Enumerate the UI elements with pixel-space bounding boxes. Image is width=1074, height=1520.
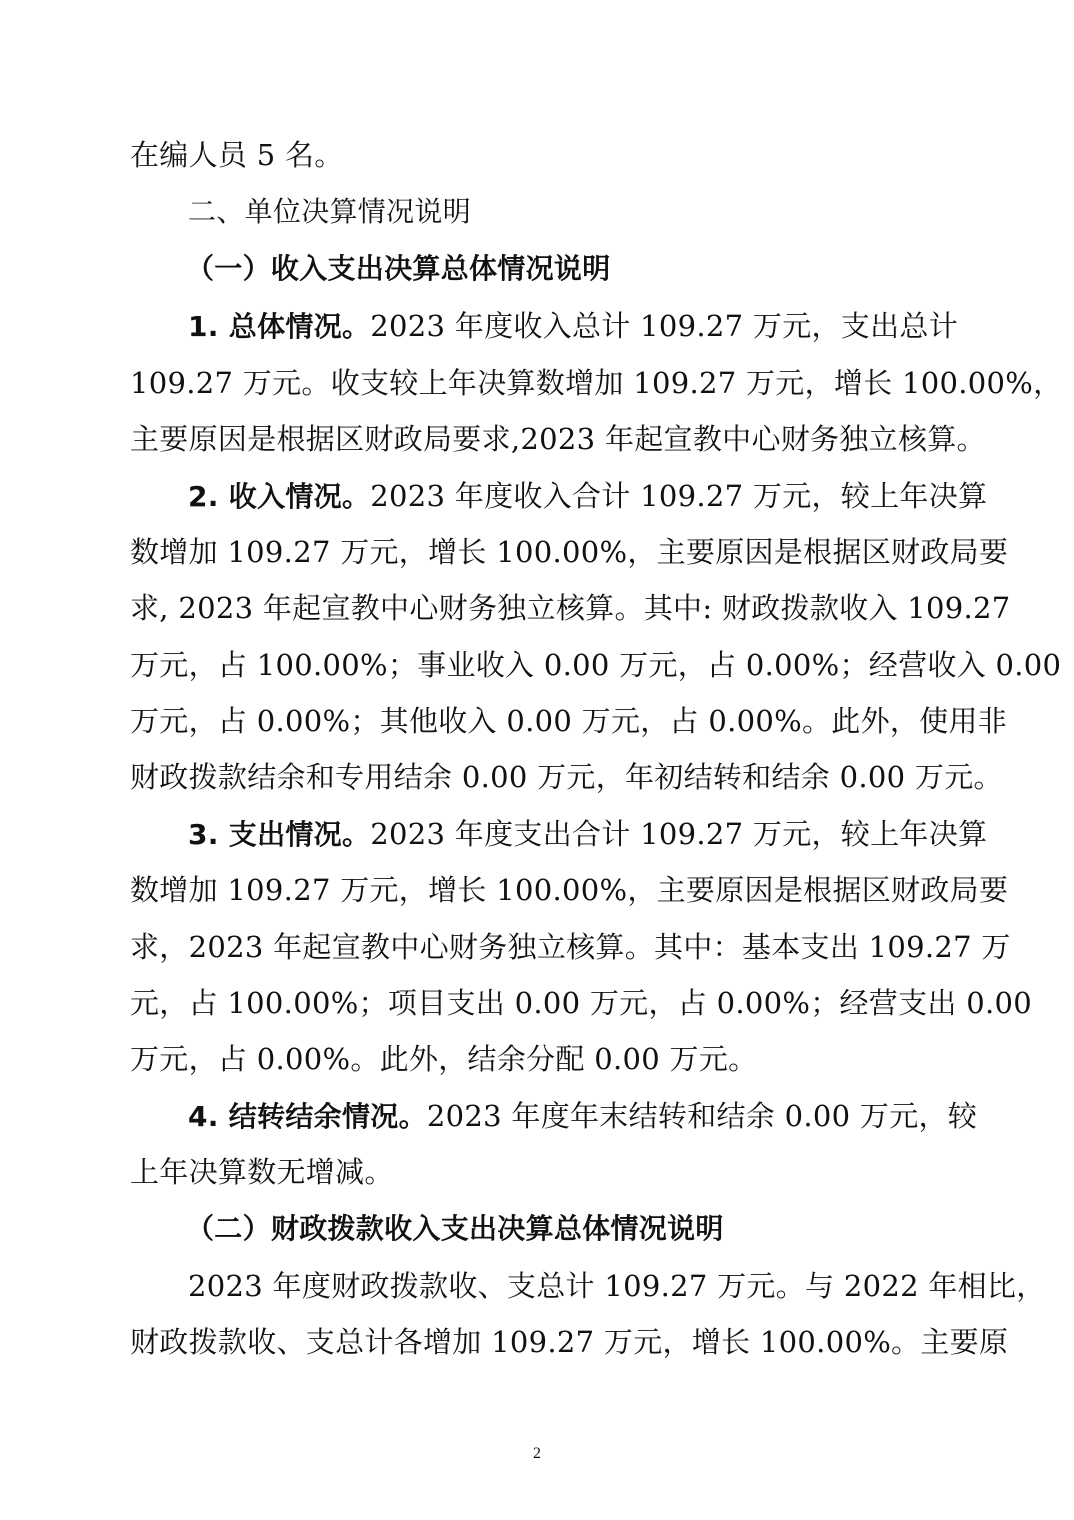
overall-lead: 1. 总体情况。 (188, 310, 371, 343)
carryover-lead: 4. 结转结余情况。 (188, 1100, 427, 1133)
paragraph-income-line-2: 数增加 109.27 万元，增长 100.00%，主要原因是根据区财政局要 (130, 535, 1009, 569)
paragraph-overall-line-1 (188, 306, 959, 346)
paragraph-carryover-line-1 (188, 1096, 978, 1136)
paragraph-expense-line-3: 求，2023 年起宣教中心财务独立核算。其中：基本支出 109.27 万 (130, 930, 1011, 964)
income-lead: 2. 收入情况。 (188, 480, 371, 513)
paragraph-income-line-3: 求, 2023 年起宣教中心财务独立核算。其中: 财政拨款收入 109.27 (130, 591, 1011, 625)
paragraph-income-line-4: 万元，占 100.00%；事业收入 0.00 万元，占 0.00%；经营收入 0.00 (130, 648, 1062, 682)
paragraph-overall-line-2: 109.27 万元。收支较上年决算数增加 109.27 万元，增长 100.00%， (130, 366, 1063, 400)
section-heading: 二、单位决算情况说明 (188, 195, 472, 228)
paragraph-overall-line-3: 主要原因是根据区财政局要求,2023 年起宣教中心财务独立核算。 (130, 422, 986, 456)
paragraph-expense-line-2: 数增加 109.27 万元，增长 100.00%，主要原因是根据区财政局要 (130, 873, 1009, 907)
subsection-heading-1: （一）收入支出决算总体情况说明 (186, 252, 611, 285)
paragraph-fiscal-line-2: 财政拨款收、支总计各增加 109.27 万元，增长 100.00%。主要原 (130, 1325, 1009, 1359)
paragraph-income-line-1 (188, 476, 988, 516)
paragraph-expense-line-5: 万元，占 0.00%。此外，结余分配 0.00 万元。 (130, 1042, 758, 1076)
paragraph-income-line-5: 万元，占 0.00%；其他收入 0.00 万元，占 0.00%。此外，使用非 (130, 704, 1008, 738)
income-text: 2023 年度收入合计 109.27 万元，较上年决算 (370, 479, 988, 513)
paragraph-income-line-6: 财政拨款结余和专用结余 0.00 万元，年初结转和结余 0.00 万元。 (130, 760, 1003, 794)
paragraph-carryover-line-2: 上年决算数无增减。 (130, 1155, 394, 1189)
intro-line: 在编人员 5 名。 (130, 138, 344, 172)
expense-lead: 3. 支出情况。 (188, 818, 371, 851)
overall-text: 2023 年度收入总计 109.27 万元，支出总计 (370, 309, 959, 343)
carryover-text: 2023 年度年末结转和结余 0.00 万元，较 (426, 1099, 978, 1133)
paragraph-expense-line-4: 元，占 100.00%；项目支出 0.00 万元，占 0.00%；经营支出 0.00 (130, 986, 1032, 1020)
paragraph-expense-line-1 (188, 814, 988, 854)
paragraph-fiscal-line-1: 2023 年度财政拨款收、支总计 109.27 万元。与 2022 年相比， (188, 1269, 1046, 1303)
expense-text: 2023 年度支出合计 109.27 万元，较上年决算 (370, 817, 988, 851)
page-number: 2 (533, 1445, 541, 1462)
subsection-heading-2: （二）财政拨款收入支出决算总体情况说明 (186, 1212, 724, 1245)
